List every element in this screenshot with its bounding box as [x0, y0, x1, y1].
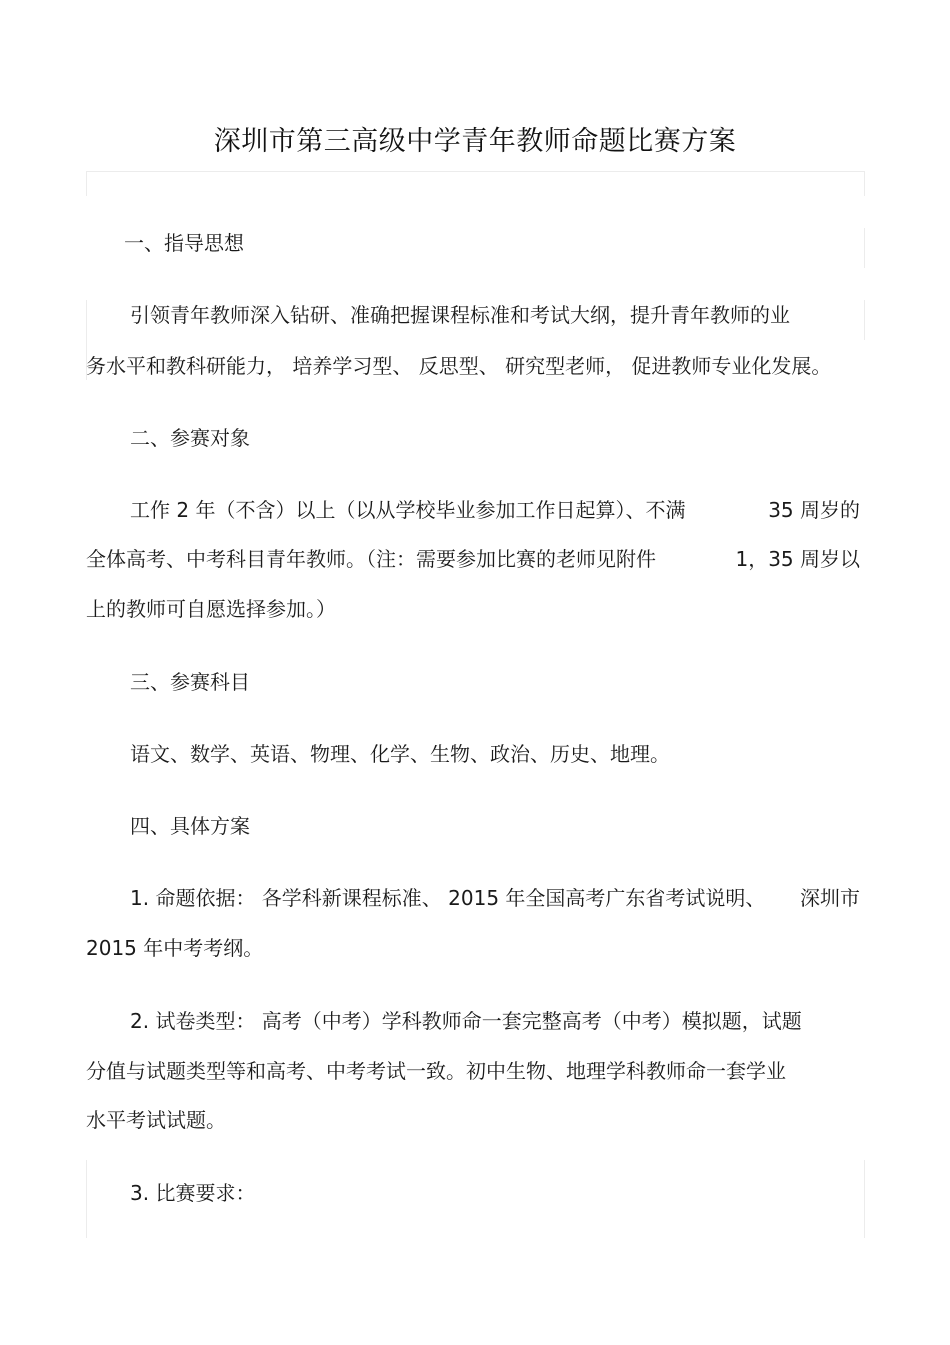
page-title: 深圳市第三高级中学青年教师命题比赛方案 [213, 126, 737, 157]
paragraph-line [130, 495, 860, 525]
text-run: 深圳市 [800, 886, 860, 910]
section-heading-specific-plan: 四、具体方案 [130, 814, 250, 838]
paragraph-line: 3. 比赛要求： [130, 1181, 256, 1205]
paragraph-line: 分值与试题类型等和高考、中考考试一致。初中生物、地理学科教师命一套学业 [86, 1059, 786, 1083]
paragraph-line: 上的教师可自愿选择参加。） [86, 597, 336, 621]
right-margin-line [864, 171, 865, 196]
paragraph-line [86, 544, 860, 574]
section-heading-participants: 二、参赛对象 [130, 426, 250, 450]
paragraph-line: 2015 年中考考纲。 [86, 936, 264, 960]
section-heading-subjects: 三、参赛科目 [130, 670, 250, 694]
text-run: 工作 2 年（不含）以上（以从学校毕业参加工作日起算）、不满 [130, 498, 686, 522]
text-run: 1. 命题依据： 各学科新课程标准、 2015 年全国高考广东省考试说明、 [130, 886, 766, 910]
right-margin-line [864, 1160, 865, 1238]
top-rule [86, 171, 864, 172]
paragraph-line: 务水平和教科研能力， 培养学习型、 反思型、 研究型老师， 促进教师专业化发展。 [86, 354, 832, 378]
paragraph-line: 水平考试试题。 [86, 1108, 226, 1132]
paragraph-line [130, 883, 860, 913]
text-run: 全体高考、中考科目青年教师。（注：需要参加比赛的老师见附件 [86, 547, 656, 571]
text-run: 35 周岁的 [768, 498, 860, 522]
right-margin-line [864, 228, 865, 268]
section-heading-guiding-ideology: 一、指导思想 [124, 231, 244, 255]
left-margin-line [86, 1160, 87, 1238]
text-run: 1，35 周岁以 [735, 547, 860, 571]
left-margin-line [86, 171, 87, 196]
right-margin-line [864, 300, 865, 340]
paragraph-line: 引领青年教师深入钻研、准确把握课程标准和考试大纲，提升青年教师的业 [130, 303, 790, 327]
paragraph-line: 语文、数学、英语、物理、化学、生物、政治、历史、地理。 [130, 742, 670, 766]
paragraph-line: 2. 试卷类型： 高考（中考）学科教师命一套完整高考（中考）模拟题，试题 [130, 1009, 802, 1033]
